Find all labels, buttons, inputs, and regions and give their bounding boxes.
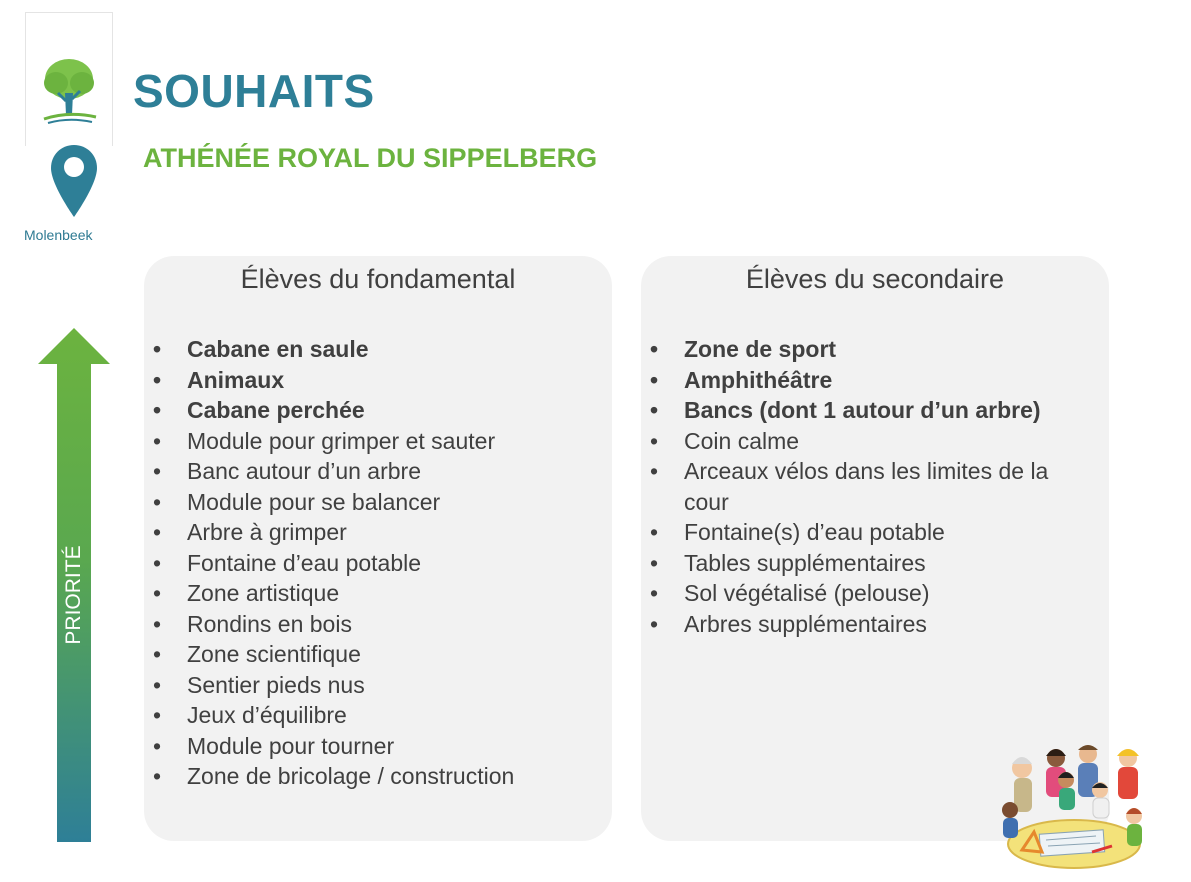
list-item: • Zone de sport (684, 334, 1095, 365)
list-item: • Arbre à grimper (187, 517, 598, 548)
panel-heading: Élèves du fondamental (240, 264, 516, 294)
wish-list (187, 334, 598, 792)
list-item: • Sentier pieds nus (187, 670, 598, 701)
page-title: SOUHAITS (133, 65, 375, 117)
panel-fondamental (144, 256, 612, 841)
location-label: Molenbeek (24, 227, 93, 243)
panel-heading: Élèves du secondaire (745, 264, 1005, 294)
list-item: • Sol végétalisé (pelouse) (684, 578, 1095, 609)
list-item: • Banc autour d’un arbre (187, 456, 598, 487)
list-item: • Amphithéâtre (684, 365, 1095, 396)
page-subtitle: ATHÉNÉE ROYAL DU SIPPELBERG (143, 143, 598, 173)
list-item: • Arbres supplémentaires (684, 609, 1095, 640)
list-item: • Cabane en saule (187, 334, 598, 365)
people-illustration-icon (996, 740, 1152, 872)
list-item: • Zone de bricolage / construction (187, 761, 598, 792)
list-item: • Rondins en bois (187, 609, 598, 640)
wish-list (684, 334, 1095, 639)
list-item: • Module pour grimper et sauter (187, 426, 598, 457)
tree-logo-icon (38, 53, 100, 135)
list-item: • Fontaine d’eau potable (187, 548, 598, 579)
priority-label: PRIORITÉ (62, 545, 85, 645)
list-item: • Module pour se balancer (187, 487, 598, 518)
list-item: • Cabane perchée (187, 395, 598, 426)
list-item: • Coin calme (684, 426, 1095, 457)
list-item: • Bancs (dont 1 autour d’un arbre) (684, 395, 1095, 426)
list-item: • Arceaux vélos dans les limites de la cour (684, 456, 1095, 517)
list-item: • Fontaine(s) d’eau potable (684, 517, 1095, 548)
location-pin-icon (49, 143, 99, 219)
list-item: • Animaux (187, 365, 598, 396)
logo-card (25, 12, 113, 146)
list-item: • Zone artistique (187, 578, 598, 609)
list-item: • Zone scientifique (187, 639, 598, 670)
list-item: • Tables supplémentaires (684, 548, 1095, 579)
list-item: • Module pour tourner (187, 731, 598, 762)
list-item: • Jeux d’équilibre (187, 700, 598, 731)
